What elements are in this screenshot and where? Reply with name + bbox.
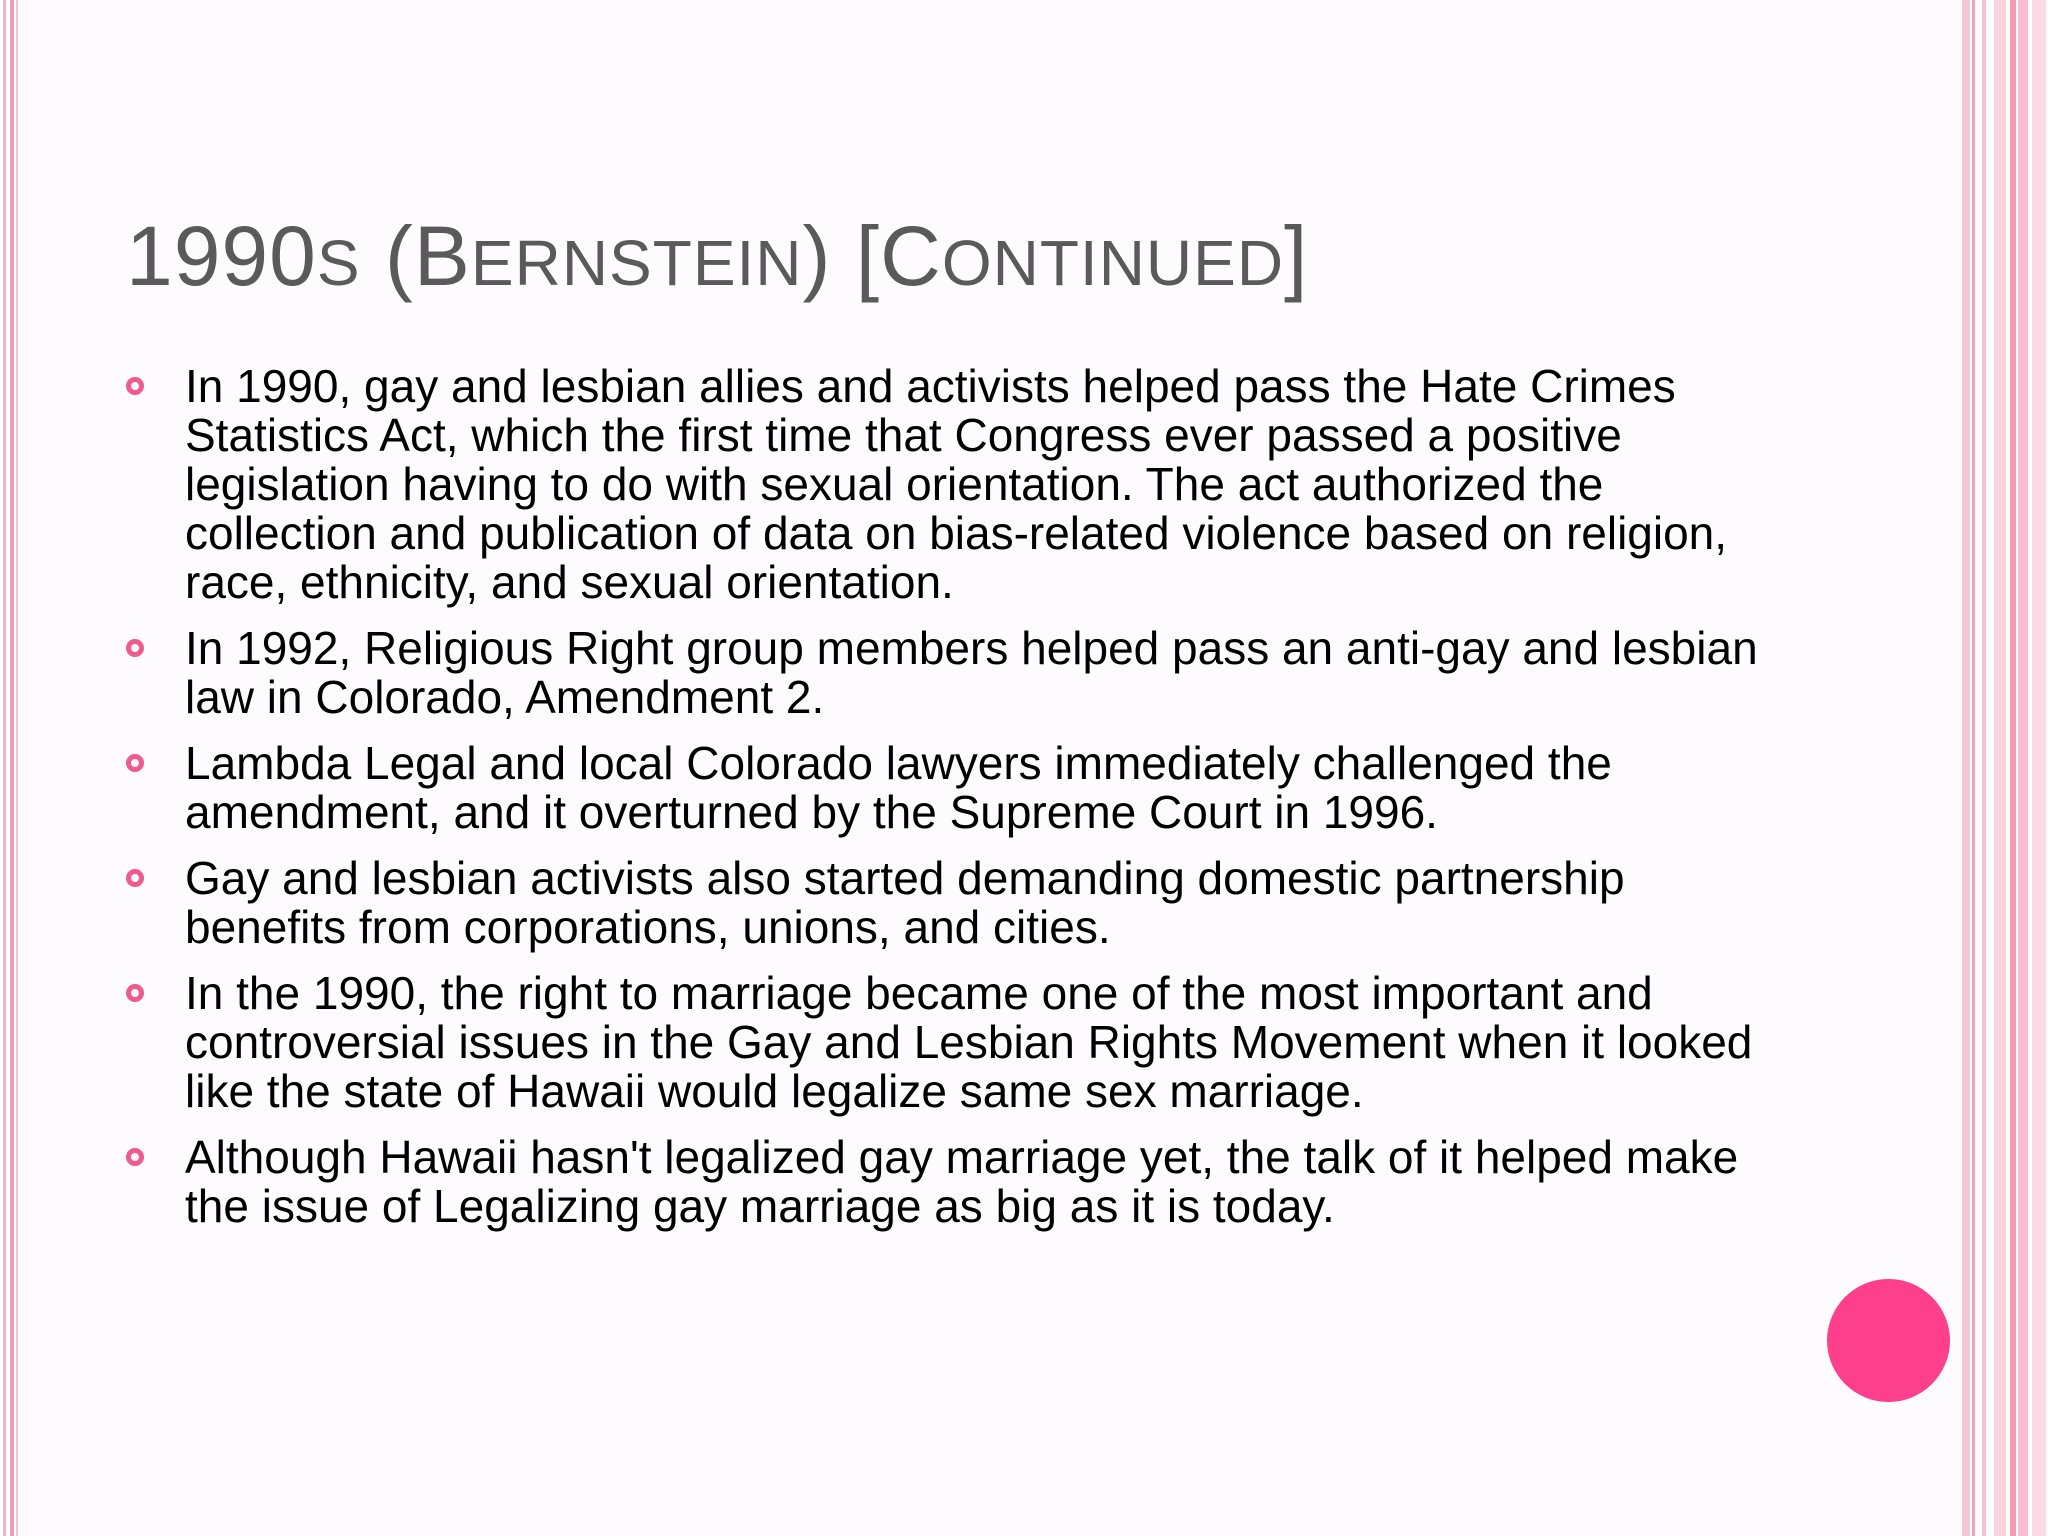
right-border-decoration <box>1960 0 2048 1536</box>
hollow-circle-icon <box>126 869 144 887</box>
bullet-item <box>126 1133 1766 1231</box>
bullet-text: In the 1990, the right to marriage became one of the most important and controversial issues in the Gay and Lesbian Rights Movement when it looked like the state of Hawaii would legalize same sex marriage. <box>185 967 1753 1117</box>
bullet-text: Although Hawaii hasn't legalized gay marriage yet, the talk of it helped make the issue of Legalizing gay marriage as big as it is today. <box>185 1131 1739 1232</box>
bullet-item <box>126 969 1766 1116</box>
hollow-circle-icon <box>126 1148 144 1166</box>
hollow-circle-icon <box>126 377 144 395</box>
bullet-list <box>126 362 1766 1248</box>
bullet-item <box>126 739 1766 837</box>
title-part: ] <box>1284 209 1309 303</box>
bullet-text: Lambda Legal and local Colorado lawyers immediately challenged the amendment, and it overturned by the Supreme Court in 1996. <box>185 737 1612 838</box>
hollow-circle-icon <box>126 639 144 657</box>
left-border-decoration <box>0 0 22 1536</box>
title-part: 1990 <box>126 209 317 303</box>
bullet-item <box>126 854 1766 952</box>
title-part: ERNSTEIN <box>470 227 803 299</box>
bullet-text: Gay and lesbian activists also started demanding domestic partnership benefits from corporations, unions, and cities. <box>185 852 1625 953</box>
hollow-circle-icon <box>126 754 144 772</box>
bullet-item <box>126 624 1766 722</box>
bullet-text: In 1992, Religious Right group members helped pass an anti-gay and lesbian law in Colorado, Amendment 2. <box>185 622 1758 723</box>
slide-title <box>126 208 1308 305</box>
bullet-item <box>126 362 1766 607</box>
title-part: (B <box>360 209 471 303</box>
title-part: S <box>316 227 361 299</box>
filled-circle-icon <box>1827 1279 1950 1402</box>
title-part: ) [C <box>802 209 942 303</box>
title-part: ONTINUED <box>941 227 1285 299</box>
hollow-circle-icon <box>126 984 144 1002</box>
bullet-text: In 1990, gay and lesbian allies and activists helped pass the Hate Crimes Statistics Act, which the first time that Congress ever passed a positive legislation having to do with sexual orientation. The act authorized the collection and publication of data on bias-related violence based on religion, race, ethnicity, and sexual orientation. <box>185 360 1728 608</box>
